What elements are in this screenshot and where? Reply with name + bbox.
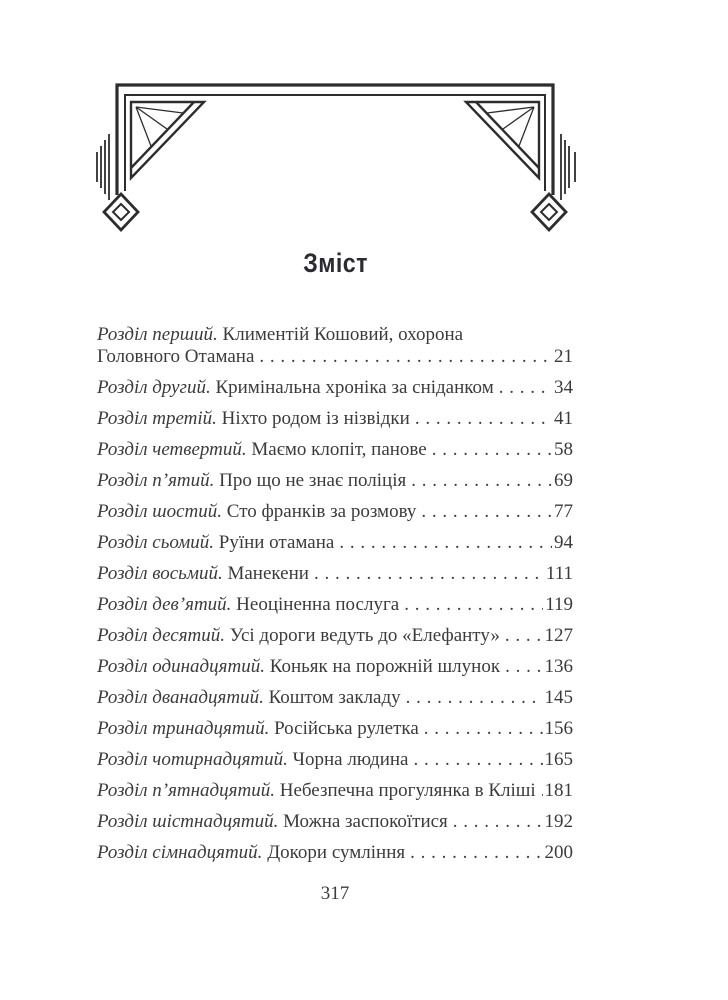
chapter-title: Ніхто родом із нізвідки (216, 408, 410, 429)
dot-leader (453, 811, 543, 833)
toc-entry[interactable] (97, 625, 573, 647)
dot-leader (541, 780, 543, 802)
toc-entry-line (97, 532, 573, 554)
chapter-page-number: 192 (544, 811, 573, 832)
toc-entry[interactable] (97, 594, 573, 616)
chapter-label: Розділ тринадцятий. (97, 718, 270, 739)
dot-leader (505, 656, 542, 678)
toc-entry-line (97, 501, 573, 523)
dot-leader (314, 563, 544, 585)
chapter-page-number: 156 (544, 718, 573, 739)
chapter-label: Розділ шістнадцятий. (97, 811, 279, 832)
chapter-title: Про що не знає поліція (214, 470, 407, 491)
toc-entry-text (97, 718, 419, 740)
dot-leader (505, 625, 543, 647)
page-title: Зміст (303, 248, 368, 278)
chapter-title: Усі дороги ведуть до «Елефанту» (225, 625, 500, 646)
toc-entry-text (97, 324, 463, 346)
toc-entry[interactable] (97, 656, 573, 678)
toc-entry[interactable] (97, 749, 573, 771)
toc-entry-line (97, 439, 573, 461)
chapter-title: Небезпечна прогулянка в Кліші (274, 780, 536, 801)
toc-entry[interactable] (97, 780, 573, 802)
chapter-title: Можна заспокоїтися (278, 811, 448, 832)
chapter-page-number: 127 (544, 625, 573, 646)
toc-entry[interactable] (97, 842, 573, 864)
chapter-title: Коньяк на порожній шлунок (264, 656, 501, 677)
chapter-title: Російська рулетка (269, 718, 419, 739)
chapter-page-number: 21 (554, 346, 573, 367)
toc-entry-text (97, 780, 536, 802)
dot-leader (339, 532, 552, 554)
chapter-label: Розділ четвертий. (97, 439, 247, 460)
chapter-page-number: 111 (545, 563, 573, 584)
toc-entry[interactable] (97, 563, 573, 585)
toc-entry-line (97, 625, 573, 647)
chapter-page-number: 77 (554, 501, 573, 522)
toc-entry-text (97, 749, 409, 771)
chapter-label: Розділ дев’ятий. (97, 594, 232, 615)
toc-entry-line (97, 470, 573, 492)
toc-entry-text (97, 439, 427, 461)
toc-entry[interactable] (97, 408, 573, 430)
toc-entry-line (97, 718, 573, 740)
chapter-label: Розділ десятий. (97, 625, 226, 646)
toc-entry[interactable] (97, 718, 573, 740)
dot-leader (499, 377, 552, 399)
chapter-title: Руїни отамана (214, 532, 335, 553)
dot-leader (414, 749, 543, 771)
chapter-page-number: 119 (545, 594, 573, 615)
toc-entry-text (97, 470, 406, 492)
toc-entry-line (97, 377, 573, 399)
toc-entry-line (97, 656, 573, 678)
chapter-page-number: 181 (544, 780, 573, 801)
chapter-label: Розділ п’ятий. (97, 470, 215, 491)
dot-leader (259, 346, 552, 368)
chapter-title: Чорна людина (287, 749, 409, 770)
toc-entry-text (97, 594, 399, 616)
toc-entry-text (97, 377, 494, 399)
toc-entry-line (97, 408, 573, 430)
toc-entry-text (97, 842, 405, 864)
toc-entry-line (97, 811, 573, 833)
chapter-label: Розділ п’ятнадцятий. (97, 780, 275, 801)
chapter-page-number: 69 (554, 470, 573, 491)
toc-entry[interactable] (97, 470, 573, 492)
chapter-title: Сто франків за розмову (222, 501, 417, 522)
toc-entry-line (97, 842, 573, 864)
chapter-label: Розділ перший. (97, 324, 218, 345)
toc-entry-text (97, 408, 410, 430)
dot-leader (404, 594, 543, 616)
chapter-page-number: 34 (554, 377, 573, 398)
folio-page-number: 317 (320, 883, 350, 904)
dot-leader (411, 470, 552, 492)
chapter-title: Маємо клопіт, панове (246, 439, 427, 460)
chapter-label: Розділ восьмий. (97, 563, 223, 584)
toc-entry-text (97, 656, 500, 678)
art-deco-ornament-icon (92, 78, 584, 238)
chapter-page-number: 58 (554, 439, 573, 460)
toc-entry[interactable] (97, 501, 573, 523)
chapter-page-number: 136 (544, 656, 573, 677)
chapter-title: Кримінальна хроніка за сніданком (210, 377, 494, 398)
chapter-title: Докори сумління (262, 842, 406, 863)
chapter-title: Неоціненна послуга (231, 594, 400, 615)
art-deco-headpiece-ornament (92, 78, 584, 238)
page-title-wrap (97, 248, 574, 278)
dot-leader (415, 408, 552, 430)
chapter-label: Розділ сьомий. (97, 532, 214, 553)
toc-entry-line (97, 594, 573, 616)
toc-entry-text (97, 501, 416, 523)
chapter-page-number: 165 (544, 749, 573, 770)
chapter-title: Климентій Кошовий, охорона (217, 324, 464, 345)
toc-entry-text (97, 811, 448, 833)
toc-entry-text (97, 563, 309, 585)
chapter-label: Розділ одинадцятий. (97, 656, 265, 677)
toc-entry-text (97, 625, 500, 647)
chapter-page-number: 94 (554, 532, 573, 553)
table-of-contents (97, 324, 573, 873)
chapter-label: Розділ сімнадцятий. (97, 842, 263, 863)
chapter-label: Розділ третій. (97, 408, 217, 429)
chapter-label: Розділ шостий. (97, 501, 223, 522)
toc-entry[interactable] (97, 532, 573, 554)
chapter-title-continued: Головного Отамана (97, 346, 255, 367)
dot-leader (410, 842, 542, 864)
chapter-label: Розділ другий. (97, 377, 211, 398)
toc-entry-line (97, 749, 573, 771)
dot-leader (432, 439, 552, 461)
toc-entry[interactable] (97, 811, 573, 833)
toc-entry[interactable] (97, 377, 573, 399)
toc-entry-line (97, 346, 573, 368)
chapter-page-number: 41 (554, 408, 573, 429)
chapter-label: Розділ дванадцятий. (97, 687, 264, 708)
toc-entry-line (97, 780, 573, 802)
toc-entry[interactable] (97, 439, 573, 461)
chapter-title: Манекени (222, 563, 309, 584)
dot-leader (421, 501, 552, 523)
toc-entry[interactable] (97, 324, 573, 368)
dot-leader (424, 718, 543, 740)
toc-entry-line (97, 687, 573, 709)
toc-entry-text (97, 687, 401, 709)
toc-entry[interactable] (97, 687, 573, 709)
chapter-label: Розділ чотирнадцятий. (97, 749, 288, 770)
chapter-page-number: 145 (544, 687, 573, 708)
toc-entry-line (97, 563, 573, 585)
dot-leader (406, 687, 543, 709)
chapter-page-number: 200 (544, 842, 573, 863)
chapter-title: Коштом закладу (263, 687, 401, 708)
toc-entry-text (97, 532, 334, 554)
toc-entry-line (97, 324, 573, 346)
